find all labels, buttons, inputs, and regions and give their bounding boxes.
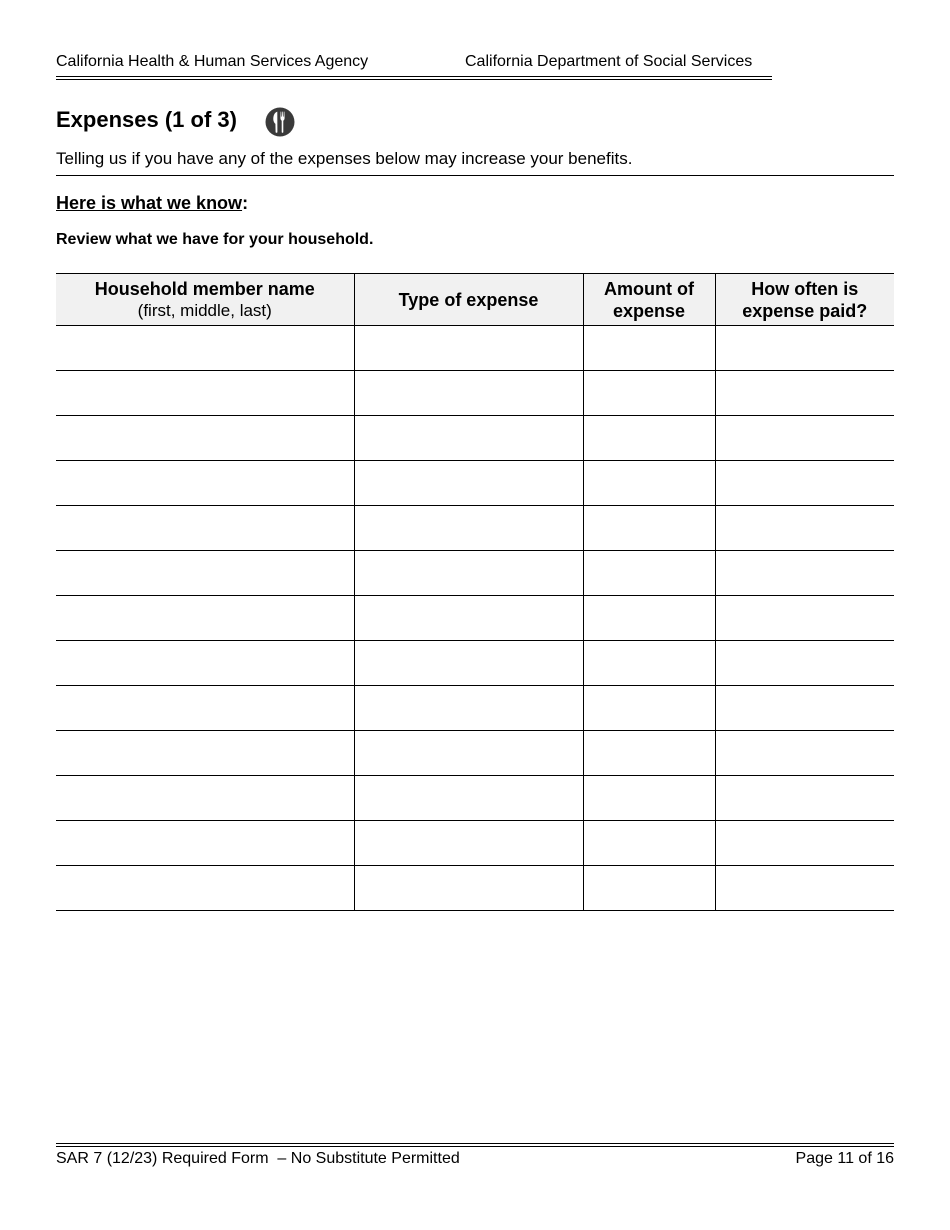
table-row [56, 866, 894, 911]
table-row [56, 776, 894, 821]
header-divider [56, 76, 772, 77]
section-title: Expenses (1 of 3) [56, 107, 237, 132]
table-body [56, 326, 894, 911]
cell-member-name[interactable] [56, 551, 354, 596]
cell-frequency[interactable] [715, 686, 894, 731]
column-header-expense-type: Type of expense [354, 274, 583, 326]
cell-amount[interactable] [583, 506, 715, 551]
column-header-frequency: How often is expense paid? [715, 274, 894, 326]
table-row [56, 596, 894, 641]
cell-frequency[interactable] [715, 416, 894, 461]
cell-member-name[interactable] [56, 686, 354, 731]
cell-expense-type[interactable] [354, 866, 583, 911]
footer-divider [56, 1143, 894, 1144]
cell-expense-type[interactable] [354, 326, 583, 371]
cell-member-name[interactable] [56, 776, 354, 821]
cell-expense-type[interactable] [354, 686, 583, 731]
table-row [56, 326, 894, 371]
what-we-know-label: Here is what we know [56, 193, 243, 213]
column-header-amount: Amount of expense [583, 274, 715, 326]
cell-expense-type[interactable] [354, 551, 583, 596]
cell-amount[interactable] [583, 731, 715, 776]
cell-amount[interactable] [583, 416, 715, 461]
header-divider [56, 79, 772, 80]
cell-member-name[interactable] [56, 596, 354, 641]
cell-expense-type[interactable] [354, 821, 583, 866]
cell-member-name[interactable] [56, 416, 354, 461]
expenses-table [56, 273, 894, 911]
cell-expense-type[interactable] [354, 461, 583, 506]
cell-frequency[interactable] [715, 461, 894, 506]
utensils-icon [265, 107, 295, 137]
table-header-row [56, 274, 894, 326]
cell-frequency[interactable] [715, 596, 894, 641]
footer-divider [56, 1146, 894, 1147]
column-header-sublabel: (first, middle, last) [137, 300, 272, 320]
table-row [56, 371, 894, 416]
cell-frequency[interactable] [715, 641, 894, 686]
cell-expense-type[interactable] [354, 776, 583, 821]
section-divider [56, 175, 894, 176]
table-row [56, 821, 894, 866]
cell-frequency[interactable] [715, 776, 894, 821]
footer-page-number: Page 11 of 16 [795, 1150, 894, 1167]
cell-expense-type[interactable] [354, 596, 583, 641]
cell-frequency[interactable] [715, 866, 894, 911]
cell-frequency[interactable] [715, 326, 894, 371]
cell-frequency[interactable] [715, 551, 894, 596]
cell-amount[interactable] [583, 866, 715, 911]
column-header-label: Household member name [94, 278, 315, 299]
cell-member-name[interactable] [56, 731, 354, 776]
cell-frequency[interactable] [715, 821, 894, 866]
cell-member-name[interactable] [56, 821, 354, 866]
cell-amount[interactable] [583, 326, 715, 371]
cell-member-name[interactable] [56, 371, 354, 416]
review-instruction: Review what we have for your household. [56, 231, 374, 248]
cell-member-name[interactable] [56, 506, 354, 551]
table-row [56, 686, 894, 731]
cell-amount[interactable] [583, 461, 715, 506]
cell-amount[interactable] [583, 686, 715, 731]
header-agency: California Health & Human Services Agency [56, 53, 369, 70]
table-row [56, 461, 894, 506]
cell-expense-type[interactable] [354, 641, 583, 686]
table-row [56, 641, 894, 686]
cell-frequency[interactable] [715, 371, 894, 416]
cell-member-name[interactable] [56, 326, 354, 371]
cell-amount[interactable] [583, 776, 715, 821]
cell-amount[interactable] [583, 551, 715, 596]
cell-amount[interactable] [583, 371, 715, 416]
table-row [56, 551, 894, 596]
cell-member-name[interactable] [56, 461, 354, 506]
table-row [56, 416, 894, 461]
cell-expense-type[interactable] [354, 416, 583, 461]
cell-amount[interactable] [583, 596, 715, 641]
cell-frequency[interactable] [715, 731, 894, 776]
cell-frequency[interactable] [715, 506, 894, 551]
intro-text: Telling us if you have any of the expenses below may increase your benefits. [56, 149, 633, 168]
cell-expense-type[interactable] [354, 731, 583, 776]
column-header-member-name [56, 274, 354, 326]
cell-expense-type[interactable] [354, 371, 583, 416]
header-department: California Department of Social Services [465, 53, 753, 70]
what-we-know-colon: : [242, 193, 249, 213]
cell-expense-type[interactable] [354, 506, 583, 551]
what-we-know-heading [56, 193, 248, 214]
cell-member-name[interactable] [56, 866, 354, 911]
footer-form-id: SAR 7 (12/23) Required Form – No Substitute Permitted [56, 1150, 460, 1167]
cell-amount[interactable] [583, 821, 715, 866]
table-row [56, 731, 894, 776]
cell-amount[interactable] [583, 641, 715, 686]
cell-member-name[interactable] [56, 641, 354, 686]
table-row [56, 506, 894, 551]
